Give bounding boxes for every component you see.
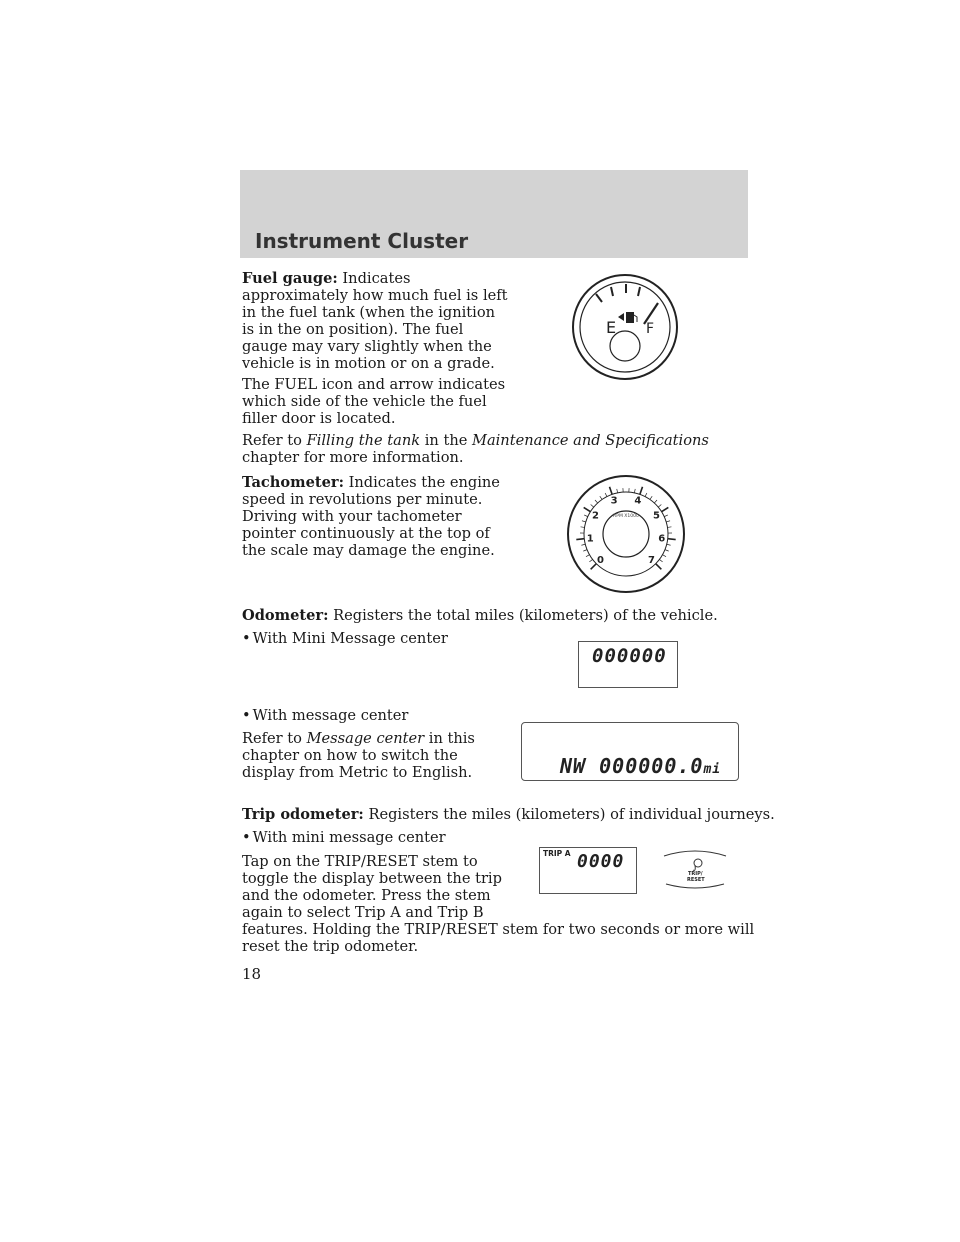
fuel-gauge-label: Fuel gauge: [242, 270, 338, 287]
trip-odometer-paragraph: Trip odometer: Registers the miles (kilometers) of individual journeys. [242, 806, 775, 823]
tachometer-number: 0 [597, 554, 605, 566]
message-center-reference: Message center [306, 730, 425, 747]
odometer-mini-digits: 000000 [592, 645, 667, 667]
fuel-gauge-illustration [560, 270, 690, 385]
tachometer-illustration [564, 472, 689, 597]
odometer-mini-display [578, 641, 678, 688]
tachometer-label: Tachometer: [242, 474, 344, 491]
tachometer-number: 1 [586, 533, 594, 545]
trip-bullet-mini: • With mini message center [242, 829, 446, 846]
odometer-message-center-display [521, 722, 739, 781]
tachometer-tick [668, 539, 676, 540]
tachometer-unit-label: RPM X1000 [613, 514, 639, 519]
odometer-message-center-digits: NW 000000.0mi [560, 754, 722, 778]
fuel-gauge-paragraph: Fuel gauge: Indicates approximately how much fuel is left in the fuel tank (when the ignition is in the on position). The fuel gauge may vary slightly when the vehicle is in motion or on a grade. [242, 270, 508, 372]
odometer-bullet-mini: • With Mini Message center [242, 630, 448, 647]
tachometer-number: 7 [647, 554, 655, 566]
trip-stem-label-bottom: RESET [687, 877, 705, 883]
fuel-icon-paragraph: The FUEL icon and arrow indicates which side of the vehicle the fuel filler door is located. [242, 376, 506, 427]
tachometer-number: 4 [634, 495, 642, 507]
odometer-paragraph: Odometer: Registers the total miles (kilometers) of the vehicle. [242, 607, 718, 624]
tachometer-paragraph: Tachometer: Indicates the engine speed in revolutions per minute. Driving with your tachometer pointer continuously at the top of the scale may damage the engine. [242, 474, 500, 559]
refer-message-center-paragraph: Refer to Message center in this chapter on how to switch the display from Metric to English. [242, 730, 475, 781]
tachometer-number: 2 [592, 510, 600, 522]
trip-display-digits: 0000 [577, 851, 625, 872]
trip-odometer-label: Trip odometer: [242, 806, 364, 823]
tachometer-number: 6 [658, 533, 666, 545]
chapter-title: Instrument Cluster [255, 229, 469, 253]
fuel-gauge-e-label: E [606, 318, 617, 337]
tachometer-tick [576, 539, 584, 540]
odometer-unit: mi [703, 762, 722, 777]
tachometer-number: 5 [652, 510, 660, 522]
refer-filling-paragraph: Refer to Filling the tank in the Maintenance and Specifications chapter for more information. [242, 432, 709, 466]
trip-odometer-display [539, 847, 637, 894]
odometer-bullet-message: • With message center [242, 707, 408, 724]
trip-display-label: TRIP A [543, 849, 571, 858]
tachometer-number: 3 [610, 495, 618, 507]
maintenance-chapter-reference: Maintenance and Specifications [472, 432, 709, 449]
trip-instructions-paragraph: Tap on the TRIP/RESET stem to toggle the display between the trip and the odometer. Press the stem again to select Trip A and Trip B features. Holding the TRIP/RESET stem for two seconds or more will reset the trip odometer. [242, 853, 755, 955]
filling-tank-reference: Filling the tank [306, 432, 421, 449]
fuel-gauge-f-label: F [646, 321, 655, 337]
chapter-header-band [240, 170, 748, 258]
trip-stem-label-top: TRIP/ [688, 871, 703, 877]
odometer-label: Odometer: [242, 607, 329, 624]
page-number: 18 [242, 965, 262, 983]
trip-reset-stem-illustration [660, 848, 730, 890]
